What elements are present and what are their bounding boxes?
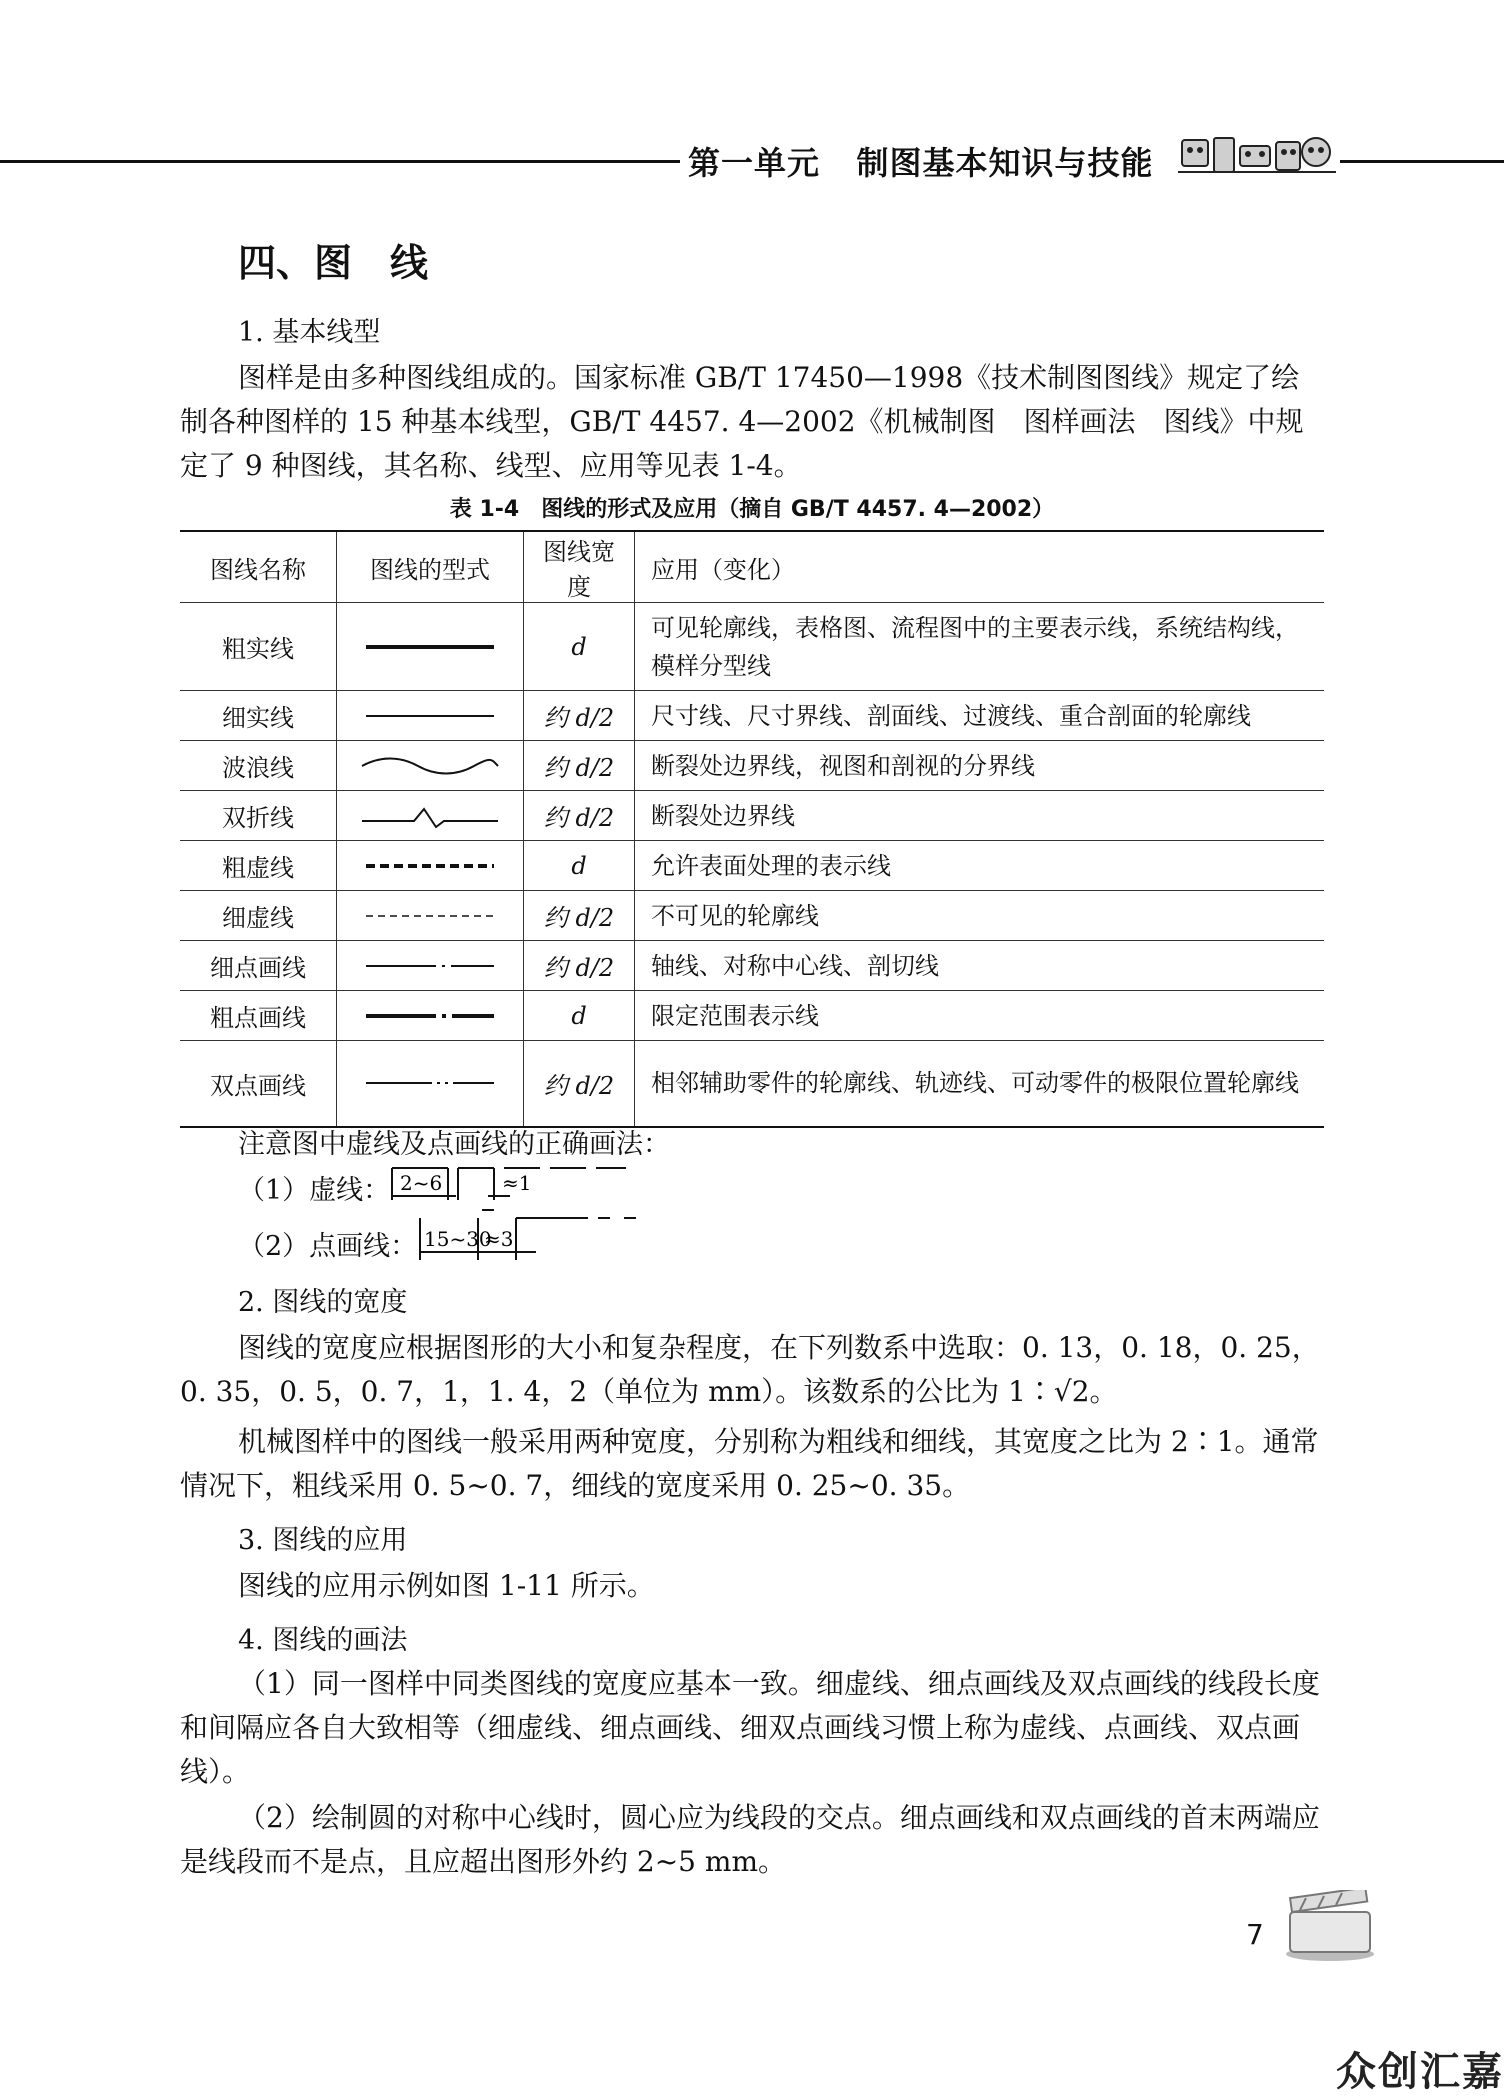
row-width: d <box>524 841 635 891</box>
row-application: 可见轮廓线，表格图、流程图中的主要表示线，系统结构线，模样分型线 <box>635 603 1325 691</box>
robots-decoration-icon <box>1178 132 1336 178</box>
thick-solid-line-icon <box>337 603 524 691</box>
row-name: 粗实线 <box>180 603 337 691</box>
row-application: 相邻辅助零件的轮廓线、轨迹线、可动零件的极限位置轮廓线 <box>635 1041 1325 1127</box>
note-dashed-label: （1）虚线： <box>238 1175 391 1206</box>
line-types-table <box>180 530 1324 1128</box>
dash-gap-label: ≈1 <box>502 1171 532 1195</box>
table-row <box>180 841 1324 891</box>
paragraph-line-width-text: 图线的宽度应根据图形的大小和复杂程度，在下列数系中选取：0. 13，0. 18，0. 25，0. 35，0. 5，0. 7，1，1. 4，2（单位为 mm）。该数系的公比为 1∶√2。 <box>180 1331 1320 1408</box>
paragraph-intro <box>180 356 1324 488</box>
subheading-drawing-method: 4. 图线的画法 <box>238 1625 408 1656</box>
row-name: 双折线 <box>180 791 337 841</box>
subheading-basic-line-types: 1. 基本线型 <box>238 317 381 348</box>
dashed-line-dimension-diagram <box>390 1160 630 1204</box>
paragraph-thick-thin <box>180 1420 1324 1508</box>
row-width: 约 d/2 <box>524 941 635 991</box>
page-number: 7 <box>1246 1918 1264 1951</box>
section-title: 四、图 线 <box>238 241 429 285</box>
row-width: 约 d/2 <box>524 791 635 841</box>
subheading-line-width: 2. 图线的宽度 <box>238 1287 408 1318</box>
paragraph-line-width <box>180 1326 1324 1414</box>
thin-dot-dash-line-icon <box>337 941 524 991</box>
table-row <box>180 991 1324 1041</box>
zigzag-line-icon <box>337 791 524 841</box>
row-width: 约 d/2 <box>524 741 635 791</box>
row-width: 约 d/2 <box>524 691 635 741</box>
header-style: 图线的型式 <box>337 531 524 603</box>
dash-length-label: 2~6 <box>400 1171 443 1195</box>
watermark: 众创汇嘉 <box>1336 2049 1504 2095</box>
paragraph-application <box>180 1564 1324 1608</box>
row-width: 约 d/2 <box>524 1041 635 1127</box>
note-dot-dash-label: （2）点画线： <box>238 1231 418 1262</box>
double-dot-dash-line-icon <box>337 1041 524 1127</box>
row-application: 断裂处边界线 <box>635 791 1325 841</box>
header-rule-left <box>0 160 680 163</box>
row-application: 断裂处边界线，视图和剖视的分界线 <box>635 741 1325 791</box>
wave-line-icon <box>337 741 524 791</box>
table-caption: 表 1-4 图线的形式及应用（摘自 GB/T 4457. 4—2002） <box>449 497 1055 522</box>
row-application: 允许表面处理的表示线 <box>635 841 1325 891</box>
table-row <box>180 691 1324 741</box>
table-row <box>180 603 1324 691</box>
row-width: d <box>524 603 635 691</box>
paragraph-rule-1 <box>180 1662 1324 1794</box>
row-width: d <box>524 991 635 1041</box>
thick-dot-dash-line-icon <box>337 991 524 1041</box>
thick-dash-line-icon <box>337 841 524 891</box>
paragraph-thick-thin-text: 机械图样中的图线一般采用两种宽度，分别称为粗线和细线，其宽度之比为 2∶1。通常情况下，粗线采用 0. 5~0. 7，细线的宽度采用 0. 25~0. 35。 <box>180 1425 1319 1502</box>
header-chapter: 制图基本知识与技能 <box>856 144 1154 182</box>
table-row <box>180 891 1324 941</box>
table-row <box>180 1041 1324 1127</box>
row-name: 细点画线 <box>180 941 337 991</box>
header-application: 应用（变化） <box>635 531 1325 603</box>
row-name: 粗虚线 <box>180 841 337 891</box>
row-application: 限定范围表示线 <box>635 991 1325 1041</box>
paragraph-application-text: 图线的应用示例如图 1-11 所示。 <box>238 1569 655 1602</box>
paragraph-intro-text: 图样是由多种图线组成的。国家标准 GB/T 17450—1998《技术制图图线》规定了绘制各种图样的 15 种基本线型，GB/T 4457. 4—2002《机械制图 图样画法 图线》中规定了 9 种图线，其名称、线型、应用等见表 1-4。 <box>180 361 1304 482</box>
table-row <box>180 791 1324 841</box>
header-unit: 第一单元 <box>688 144 821 182</box>
header-width: 图线宽度 <box>524 531 635 603</box>
row-name: 波浪线 <box>180 741 337 791</box>
row-application: 不可见的轮廓线 <box>635 891 1325 941</box>
dot-dash-length-label: 15~30 <box>424 1227 492 1251</box>
paragraph-rule-1-text: （1）同一图样中同类图线的宽度应基本一致。细虚线、细点画线及双点画线的线段长度和间隔应各自大致相等（细虚线、细点画线、细双点画线习惯上称为虚线、点画线、双点画线）。 <box>180 1667 1320 1788</box>
dot-dash-gap-label: ≈3 <box>484 1227 514 1251</box>
row-width: 约 d/2 <box>524 891 635 941</box>
row-name: 细实线 <box>180 691 337 741</box>
table-header-row <box>180 531 1324 603</box>
dot-dash-dimension-diagram <box>418 1208 658 1262</box>
paragraph-rule-2-text: （2）绘制圆的对称中心线时，圆心应为线段的交点。细点画线和双点画线的首末两端应是线段而不是点，且应超出图形外约 2~5 mm。 <box>180 1801 1320 1878</box>
clapperboard-icon <box>1284 1890 1376 1962</box>
header-rule-right <box>1340 160 1504 163</box>
paragraph-rule-2 <box>180 1796 1324 1884</box>
row-name: 粗点画线 <box>180 991 337 1041</box>
subheading-line-application: 3. 图线的应用 <box>238 1525 408 1556</box>
row-application: 轴线、对称中心线、剖切线 <box>635 941 1325 991</box>
note-intro: 注意图中虚线及点画线的正确画法： <box>238 1129 670 1160</box>
row-name: 细虚线 <box>180 891 337 941</box>
header-name: 图线名称 <box>180 531 337 603</box>
thin-solid-line-icon <box>337 691 524 741</box>
row-application: 尺寸线、尺寸界线、剖面线、过渡线、重合剖面的轮廓线 <box>635 691 1325 741</box>
table-row <box>180 941 1324 991</box>
row-name: 双点画线 <box>180 1041 337 1127</box>
thin-dash-line-icon <box>337 891 524 941</box>
table-row <box>180 741 1324 791</box>
header-title <box>688 138 1153 184</box>
